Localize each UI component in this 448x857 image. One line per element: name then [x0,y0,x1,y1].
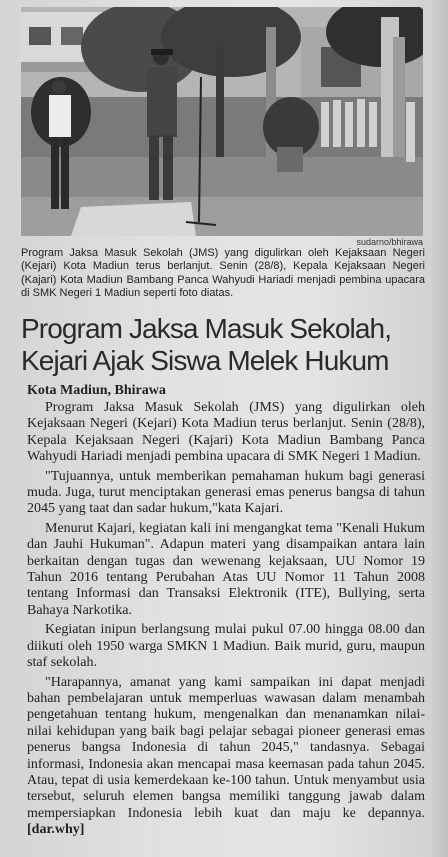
photo-credit: sudarno/bhirawa [356,237,423,247]
author-signature: [dar.why] [27,822,85,838]
article-paragraph: "Tujuannya, untuk memberikan pemahaman hukum bagi generasi muda. Juga, turut menciptakan generasi emas penerus bangsa di tahun 2045 yang taat dan sadar hukum,"kata Kajari. [27,468,425,517]
article-headline: Program Jaksa Masuk Sekolah, Kejari Ajak Siswa Melek Hukum [21,313,392,376]
article-paragraph: Kegiatan inipun berlangsung mulai pukul 07.00 hingga 08.00 dan diikuti oleh 1950 warga SMKN 1 Madiun. Baik murid, guru, maupun staf sekolah. [27,622,425,671]
news-photo [21,7,423,236]
article-paragraph: Program Jaksa Masuk Sekolah (JMS) yang digulirkan oleh Kejaksaan Negeri (Kejari) Kota Madiun terus berlanjut. Senin (28/8), Kepala Kejaksaan Negeri (Kajari) Kota Madiun Bambang Panca Wahyudi Hariadi menjadi pembina upacara di SMK Negeri 1 Madiun. [27,400,425,465]
article-dateline: Kota Madiun, Bhirawa [27,383,166,398]
article-paragraph: Menurut Kajari, kegiatan kali ini mengangkat tema "Kenali Hukum dan Jauhi Hukuman". Adapun materi yang disampaikan antara lain berkaitan dengan tugas dan wewenang kejaksaan, UU Nomor 19 Tahun 2016 tentang Perubahan Atas UU Nomor 11 Tahun 2008 tentang Informasi dan Transaksi Elektronik (ITE), Bullying, serta Bahaya Narkotika. [27,520,425,618]
photo-caption: Program Jaksa Masuk Sekolah (JMS) yang digulirkan oleh Kejaksaan Negeri (Kejari) Kota Madiun terus berlanjut. Senin (28/8), Kepala Kejaksaan Negeri (Kajari) Kota Madiun Bambang Panca Wahyudi Hariadi menjadi pembina upacara di SMK Negeri 1 Madiun seperti foto diatas. [21,247,425,300]
page-edge-shadow [430,0,448,857]
article-body [27,400,425,842]
article-paragraph [27,675,425,839]
article-paragraph-text: "Harapannya, amanat yang kami sampaikan ini dapat menjadi bahan pembelajaran untuk memperluas wawasan dalam menambah pengetahuan tentang hukum, mengenalkan dan menanamkan nilai-nilai kehidupan yang baik bagi pelajar sebagai pioneer generasi emas penerus bangsa Indonesia di tahun 2045," tandasnya. Sebagai informasi, Indonesia akan mencapai masa keemasan pada tahun 2045. Atau, tepat di usia kemerdekaan ke-100 tahun. Untuk menyambut usia tersebut, seluruh elemen bangsa memiliki tanggung jawab dalam mempersiapkan Indonesia lebih kuat dan maju ke depannya. [27,674,425,821]
